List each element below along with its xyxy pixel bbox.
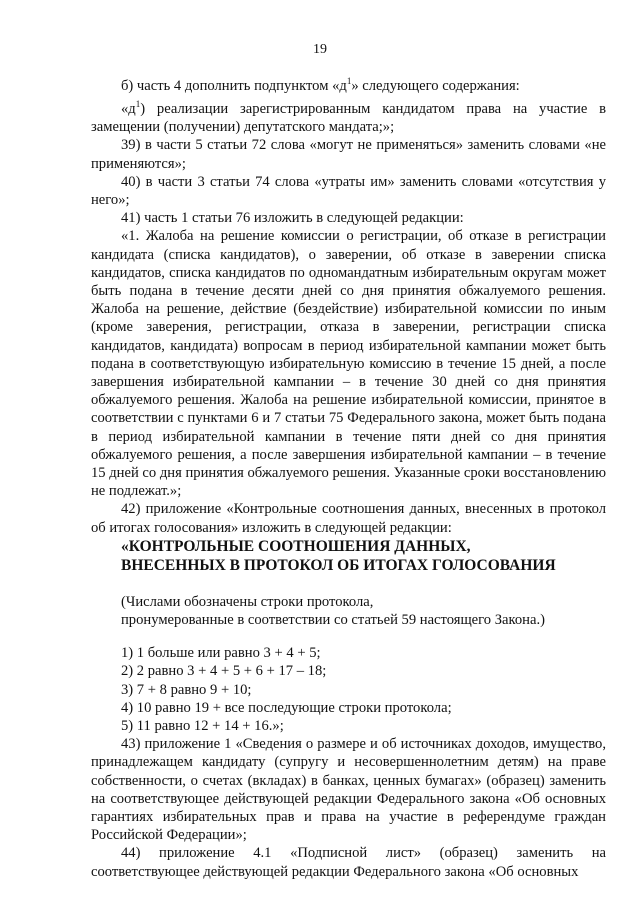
paragraph-42: 42) приложение «Контрольные соотношения данных, внесенных в протокол об итогах голосования» изложить в следующей редакции: xyxy=(91,501,606,536)
note-line-2: пронумерованные в соответствии со статьей 59 настоящего Закона.) xyxy=(121,612,545,628)
spacer xyxy=(91,575,606,593)
relation-item: 3) 7 + 8 равно 9 + 10; xyxy=(121,681,252,698)
paragraph-40: 40) в части 3 статьи 74 слова «утраты им» заменить словами «отсутствия у него»; xyxy=(91,173,606,208)
page-number: 19 xyxy=(313,42,327,57)
paragraph-b: б) часть 4 дополнить подпунктом «$д^1$» следующего содержания: xyxy=(121,76,520,94)
appendix-title-line-1: «КОНТРОЛЬНЫЕ СООТНОШЕНИЯ ДАННЫХ, xyxy=(121,537,471,555)
paragraph-41-text: «1. Жалоба на решение комиссии о регистрации, об отказе в регистрации кандидата (списка кандидатов), о заверении, об отказе в заверении списка кандидатов, списка кандидатов по одномандатным избирательным округам может быть подана в течение десяти дней со дня принятия обжалуемого решения. Жалоба на решение, действие (бездействие) избирательной комиссии по иным (кроме заверения, регистрации, отказа в заверении, регистрации списка кандидатов, кандидата) вопросам в период избирательной кампании может быть подана в соответствующую избирательную комиссию в течение 15 дней, а после завершения избирательной кампании – в течение 30 дней со дня принятия обжалуемого решения. Жалоба на решение избирательной комиссии, принятое в соответствии с пунктами 6 и 7 статьи 75 Федерального закона, может быть подана в период избирательной кампании в течение пяти дней со дня принятия обжалуемого решения, а после завершения избирательной кампании – в течение 15 дней со дня принятия обжалуемого решения. Указанные сроки восстановлению не подлежат.»; xyxy=(91,228,606,500)
spacer xyxy=(91,629,606,644)
paragraph-43: 43) приложение 1 «Сведения о размере и об источниках доходов, имущество, принадлежащем кандидату (супругу и несовершеннолетним детям) на праве собственности, о счетах (вкладах) в банках, ценных бумагах» (образец) заменить на соответствующее действующей редакции Федерального закона «Об основных гарантиях избирательных прав и права на участие в референдуме граждан Российской Федерации»; xyxy=(91,736,606,844)
paragraph-41: 41) часть 1 статьи 76 изложить в следующей редакции: xyxy=(121,210,464,227)
relation-item: 1) 1 больше или равно 3 + 4 + 5; xyxy=(121,645,321,662)
paragraph-44: 44) приложение 4.1 «Подписной лист» (образец) заменить на соответствующее действующей редакции Федерального закона «Об основных xyxy=(91,845,606,880)
relations-list xyxy=(91,644,606,735)
paragraph-d1: «$д^1$) реализации зарегистрированным кандидатом права на участие в замещении (получении) депутатского мандата;»; xyxy=(91,99,606,136)
relation-item: 2) 2 равно 3 + 4 + 5 + 6 + 17 – 18; xyxy=(121,663,327,680)
paragraph-39: 39) в части 5 статьи 72 слова «могут не применяться» заменить словами «не применяются»; xyxy=(91,137,606,172)
note-line-1: (Числами обозначены строки протокола, xyxy=(121,593,374,610)
appendix-title-line-2: ВНЕСЕННЫХ В ПРОТОКОЛ ОБ ИТОГАХ ГОЛОСОВАНИЯ xyxy=(121,556,556,574)
relation-item: 5) 11 равно 12 + 14 + 16.»; xyxy=(121,718,284,735)
relation-item: 4) 10 равно 19 + все последующие строки протокола; xyxy=(121,699,452,716)
document-body xyxy=(91,72,606,881)
